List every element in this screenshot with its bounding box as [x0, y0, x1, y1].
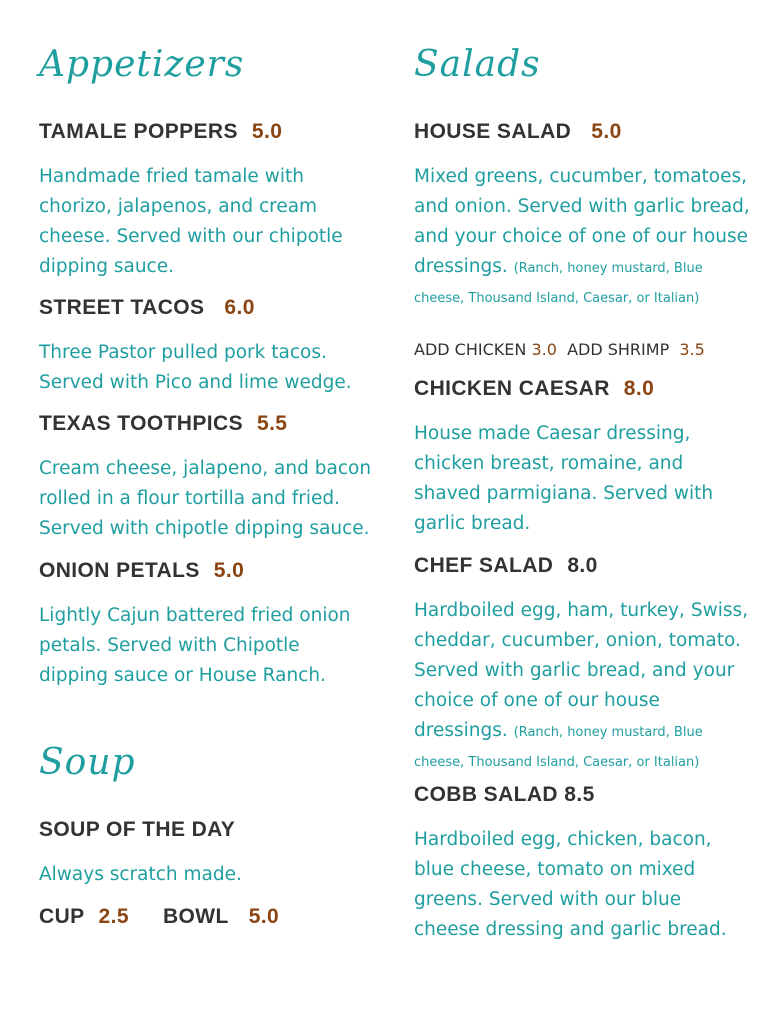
item-price: 5.0 — [213, 559, 245, 582]
item-name: CHICKEN CAESAR — [414, 377, 610, 400]
item-description: Lightly Cajun battered fried onion petals. Served with Chipotle dipping sauce or House Ranch. — [39, 605, 351, 686]
menu-item-tamale-poppers — [39, 120, 282, 144]
menu-item-street-tacos — [39, 296, 255, 320]
item-description: Cream cheese, jalapeno, and bacon rolled in a flour tortilla and fried. Served with chipotle dipping sauce. — [39, 458, 372, 539]
menu-item-onion-petals — [39, 559, 244, 583]
item-price: 8.0 — [567, 554, 598, 577]
item-description: House made Caesar dressing, chicken breast, romaine, and shaved parmigiana. Served with garlic bread. — [414, 423, 714, 534]
description-text: Mixed greens, cucumber, tomatoes, and onion. Served with garlic bread, and your choice of one of our house dressings. — [414, 166, 750, 277]
item-price: 6.0 — [224, 296, 255, 319]
appetizers-title: Appetizers — [39, 44, 245, 85]
soup-title: Soup — [39, 742, 136, 783]
item-description — [414, 596, 754, 776]
dressing-options-note: (Ranch, honey mustard, Blue cheese, Thousand Island, Caesar, or Italian) — [414, 261, 703, 306]
menu-item-chicken-caesar — [414, 377, 654, 401]
item-name: HOUSE SALAD — [414, 120, 572, 143]
menu-item-house-salad — [414, 120, 622, 144]
item-price: 5.0 — [591, 120, 622, 143]
add-shrimp-label: ADD SHRIMP — [567, 340, 670, 359]
add-shrimp-price: 3.5 — [679, 340, 705, 359]
item-name: TEXAS TOOTHPICS — [39, 412, 243, 435]
salad-add-ons — [414, 340, 705, 359]
item-description — [414, 162, 754, 312]
item-price: 5.5 — [256, 412, 288, 435]
item-price: 5.0 — [251, 120, 283, 143]
salads-title: Salads — [414, 44, 541, 85]
add-chicken-price: 3.0 — [531, 340, 557, 359]
item-description: Handmade fried tamale with chorizo, jalapenos, and cream cheese. Served with our chipotle dipping sauce. — [39, 166, 343, 277]
cup-price: 2.5 — [98, 905, 129, 928]
cup-label: CUP — [39, 905, 85, 928]
item-name: COBB SALAD — [414, 783, 558, 806]
item-description: Three Pastor pulled pork tacos. Served with Pico and lime wedge. — [39, 342, 352, 393]
description-text: Hardboiled egg, ham, turkey, Swiss, cheddar, cucumber, onion, tomato. Served with garlic bread, and your choice of one of our house dressings. — [414, 600, 748, 741]
item-name: CHEF SALAD — [414, 554, 554, 577]
item-description: Always scratch made. — [39, 864, 242, 885]
menu-item-soup-of-the-day — [39, 818, 235, 842]
item-price: 8.5 — [564, 783, 595, 806]
item-name: ONION PETALS — [39, 559, 200, 582]
item-description: Hardboiled egg, chicken, bacon, blue cheese, tomato on mixed greens. Served with our blue cheese dressing and garlic bread. — [414, 829, 727, 940]
menu-item-cobb-salad — [414, 783, 595, 807]
menu-item-texas-toothpics — [39, 412, 287, 436]
menu-item-chef-salad — [414, 554, 598, 578]
item-name: SOUP OF THE DAY — [39, 818, 236, 841]
dressing-options-note: (Ranch, honey mustard, Blue cheese, Thousand Island, Caesar, or Italian) — [414, 725, 703, 770]
soup-sizes — [39, 905, 279, 929]
add-chicken-label: ADD CHICKEN — [414, 340, 527, 359]
item-price: 8.0 — [623, 377, 655, 400]
item-name: STREET TACOS — [39, 296, 205, 319]
item-name: TAMALE POPPERS — [39, 120, 238, 143]
bowl-price: 5.0 — [248, 905, 280, 928]
bowl-label: BOWL — [162, 905, 229, 928]
